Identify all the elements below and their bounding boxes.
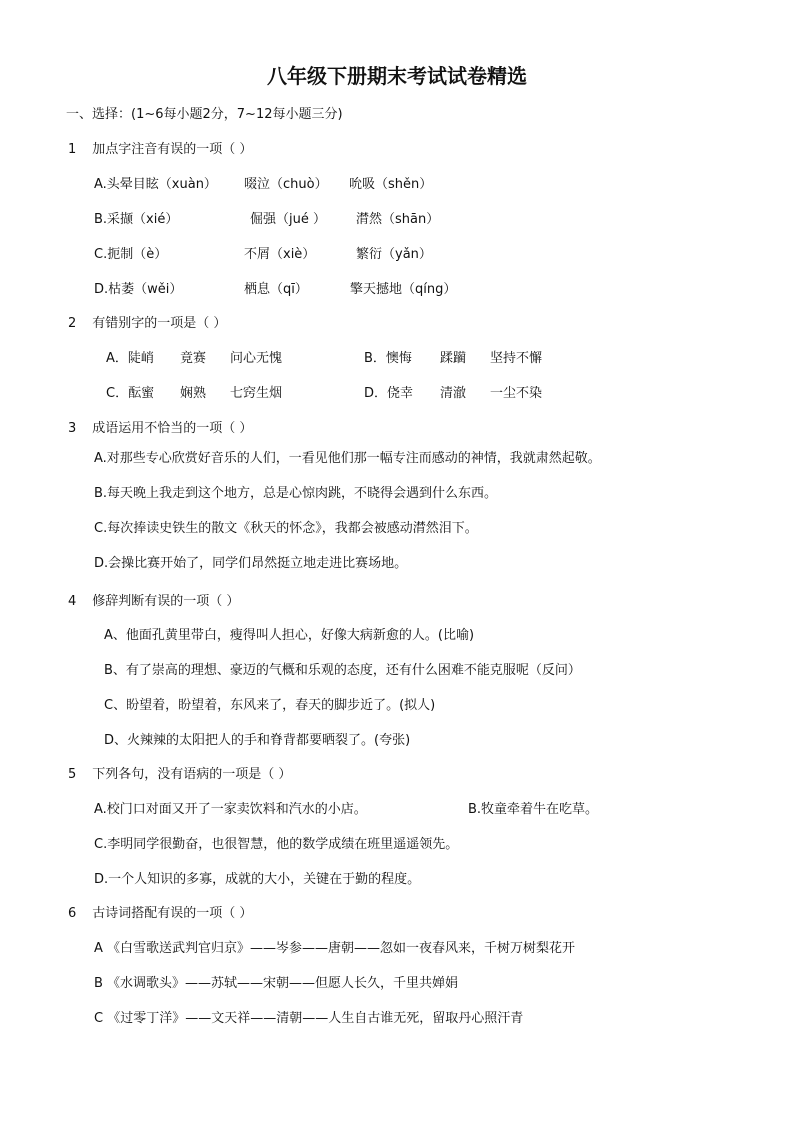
option: 蹂躏 (440, 351, 467, 366)
option: B.每天晚上我走到这个地方，总是心惊肉跳，不晓得会遇到什么东西。 (94, 486, 498, 501)
option: C.李明同学很勤奋，也很智慧，他的数学成绩在班里遥遥领先。 (94, 837, 459, 852)
option: 不屑（xiè） (244, 247, 316, 262)
option-row (94, 176, 433, 194)
question-number: 3 (68, 421, 77, 436)
option: A.校门口对面又开了一家卖饮料和汽水的小店。 (94, 802, 367, 817)
option: 繁衍（yǎn） (356, 247, 432, 262)
option: A．陡峭 (106, 351, 154, 366)
question-2 (68, 315, 226, 333)
option: C 《过零丁洋》——文天祥——清朝——人生自古谁无死，留取丹心照汗青 (94, 1011, 524, 1026)
question-number: 6 (68, 906, 77, 921)
option: D、火辣辣的太阳把人的手和脊背都要晒裂了。(夸张) (104, 733, 411, 748)
question-number: 4 (68, 594, 77, 609)
option: C、盼望着，盼望着，东风来了，春天的脚步近了。(拟人) (104, 698, 436, 713)
option: 娴熟 (180, 386, 207, 401)
option: 栖息（qī） (244, 282, 308, 297)
option: C．酝蜜 (106, 386, 155, 401)
option: 倔强（jué ） (250, 212, 326, 227)
question-number: 2 (68, 316, 77, 331)
option: A、他面孔黄里带白，瘦得叫人担心，好像大病新愈的人。(比喻) (104, 628, 475, 643)
option-row (94, 801, 634, 819)
section-heading: 一、选择：(1~6每小题2分，7~12每小题三分) (66, 107, 343, 122)
option-row (94, 281, 457, 299)
option: A.头晕目眩（xuàn） (94, 177, 217, 192)
option: 擎天撼地（qíng） (350, 282, 457, 297)
option: B、有了崇高的理想、豪迈的气概和乐观的态度，还有什么困难不能克服呢（反问） (104, 663, 581, 678)
option: 坚持不懈 (490, 351, 543, 366)
option-row (106, 350, 576, 368)
question-stem: 加点字注音有误的一项（ ） (92, 142, 253, 157)
option: C.扼制（è） (94, 247, 168, 262)
option-row (94, 211, 440, 229)
option: 竟赛 (180, 351, 207, 366)
option: 潸然（shān） (356, 212, 440, 227)
question-6 (68, 905, 252, 923)
option: 问心无愧 (230, 351, 283, 366)
option: A.对那些专心欣赏好音乐的人们，一看见他们那一幅专注而感动的神情，我就肃然起敬。 (94, 451, 601, 466)
option: B.采撷（xié） (94, 212, 179, 227)
option: 清澈 (440, 386, 467, 401)
option-row (106, 385, 576, 403)
option: 啜泣（chuò） (244, 177, 328, 192)
option: B.牧童牵着牛在吃草。 (468, 802, 599, 817)
question-stem: 有错别字的一项是（ ） (92, 316, 227, 331)
option: 七窍生烟 (230, 386, 283, 401)
option: D.会操比赛开始了，同学们昂然挺立地走进比赛场地。 (94, 556, 408, 571)
option: D．侥幸 (364, 386, 414, 401)
question-stem: 下列各句，没有语病的一项是（ ） (92, 767, 292, 782)
question-number: 5 (68, 767, 77, 782)
option: C.每次捧读史铁生的散文《秋天的怀念》，我都会被感动潸然泪下。 (94, 521, 478, 536)
question-stem: 成语运用不恰当的一项（ ） (92, 421, 253, 436)
option: A 《白雪歌送武判官归京》——岑参——唐朝——忽如一夜春风来，千树万树梨花开 (94, 941, 576, 956)
option: 吮吸（shěn） (349, 177, 433, 192)
question-3 (68, 420, 252, 438)
page-title: 八年级下册期末考试试卷精选 (267, 64, 527, 88)
option-row (94, 246, 432, 264)
question-1 (68, 141, 252, 159)
question-4 (68, 593, 239, 611)
option: 一尘不染 (490, 386, 543, 401)
question-5 (68, 766, 291, 784)
question-number: 1 (68, 142, 77, 157)
question-stem: 古诗词搭配有误的一项（ ） (92, 906, 253, 921)
question-stem: 修辞判断有误的一项（ ） (92, 594, 240, 609)
option: B 《水调歌头》——苏轼——宋朝——但愿人长久，千里共婵娟 (94, 976, 459, 991)
option: B．懊悔 (364, 351, 412, 366)
option: D.枯萎（wěi） (94, 282, 183, 297)
option: D.一个人知识的多寡，成就的大小，关键在于勤的程度。 (94, 872, 421, 887)
